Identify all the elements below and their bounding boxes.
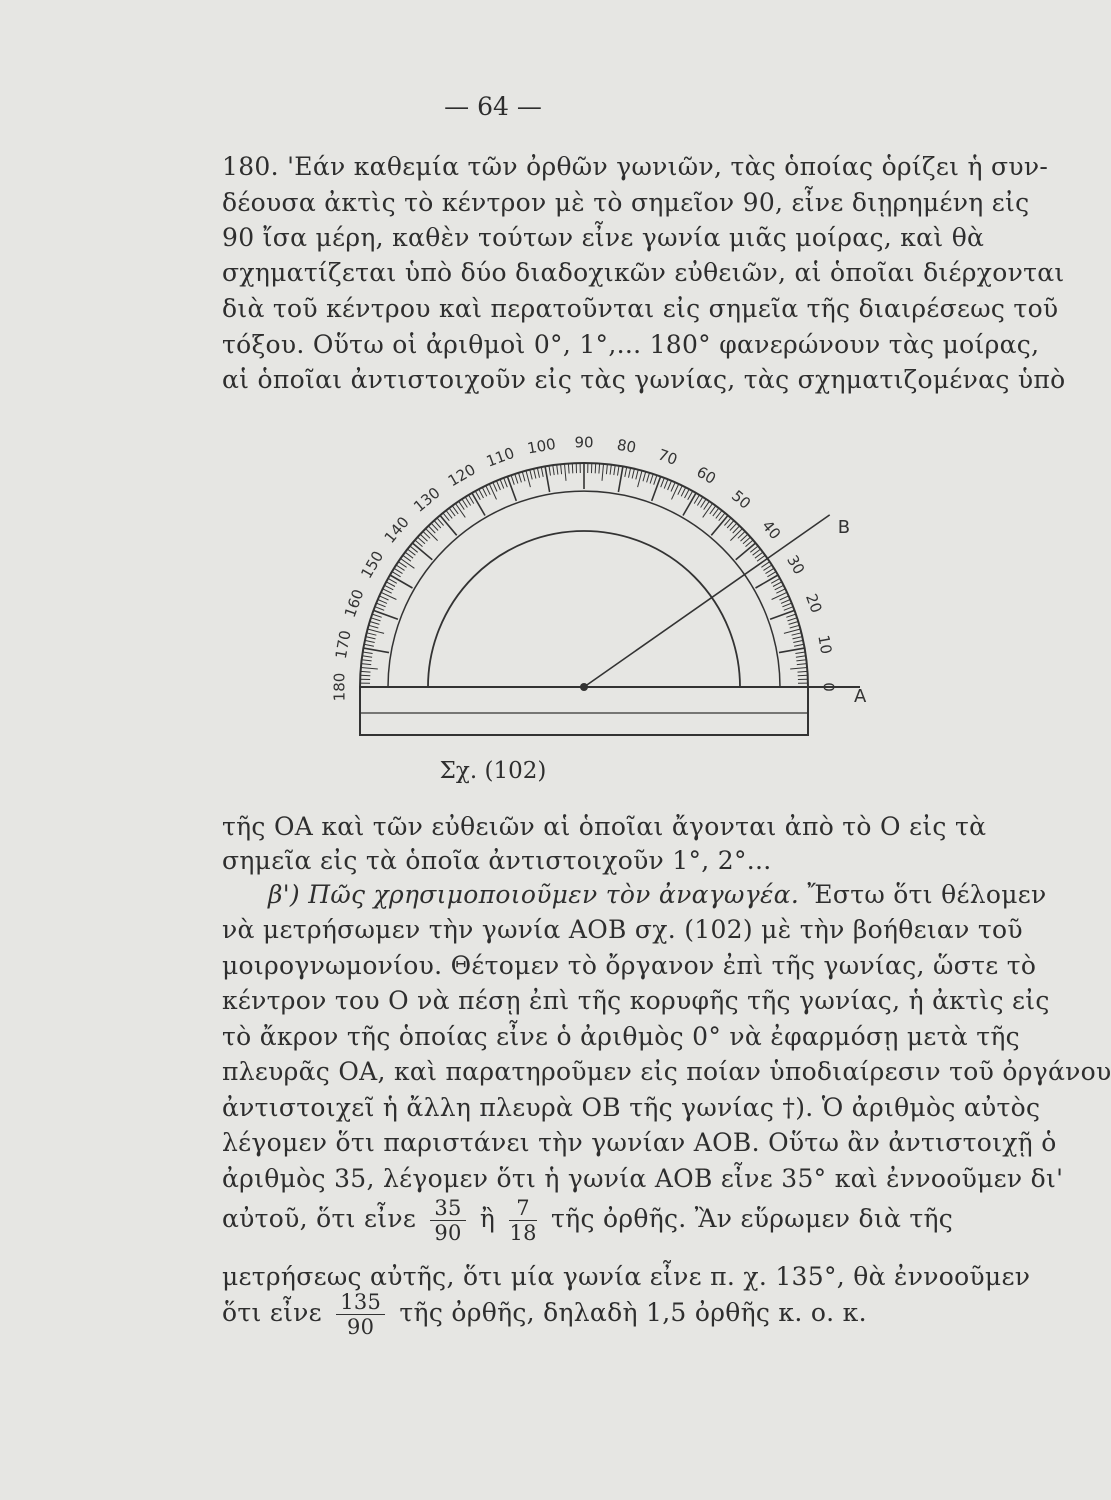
scale-tick: [388, 578, 397, 583]
scale-tick: [369, 625, 379, 628]
page-number: — 64 —: [444, 92, 542, 121]
fraction-numerator: 135: [336, 1290, 385, 1315]
scale-tick: [497, 481, 501, 490]
text-line-with-fractions: [222, 1196, 953, 1245]
text-line: νὰ μετρήσωμεν τὴν γωνία ΑΟΒ σχ. (102) μὲ τὴν βοήθειαν τοῦ: [222, 915, 1023, 944]
scale-tick: [794, 644, 804, 646]
scale-label: 30: [783, 551, 809, 578]
text-line: διὰ τοῦ κέντρου καὶ περατοῦνται εἰς σημεῖα τῆς διαιρέσεως τοῦ: [222, 294, 1059, 323]
scale-tick: [500, 479, 504, 488]
scale-tick: [776, 589, 785, 593]
scale-tick: [618, 466, 623, 492]
scale-tick: [688, 491, 693, 500]
text-line: τῆς ΟΑ καὶ τῶν εὐθειῶν αἱ ὁποῖαι ἄγονται ἀπὸ τὸ Ο εἰς τὰ: [222, 812, 987, 841]
scale-tick: [786, 614, 796, 617]
scale-tick: [378, 600, 387, 604]
scale-tick: [363, 652, 373, 654]
scale-tick: [361, 668, 378, 670]
label-point-A: A: [854, 686, 867, 707]
scale-tick: [678, 486, 682, 495]
scale-tick: [668, 481, 672, 490]
scale-tick: [511, 475, 514, 485]
scale-label: 120: [444, 460, 479, 491]
scale-tick: [462, 499, 467, 507]
scale-label: 150: [357, 547, 388, 582]
scale-label: 100: [525, 434, 558, 458]
scale-tick: [773, 582, 782, 587]
scale-tick: [394, 568, 403, 573]
scale-tick: [519, 473, 522, 483]
text-line: ἀριθμὸς 35, λέγομεν ὅτι ἡ γωνία ΑΟΒ εἶνε 35° καὶ ἐννοοῦμεν δι': [222, 1164, 1064, 1193]
text-line: δέουσα ἀκτὶς τὸ κέντρον μὲ τὸ σημεῖον 90, εἶνε διῃρημένη εἰς: [222, 188, 1030, 217]
scale-tick: [647, 473, 650, 483]
scale-tick: [504, 478, 508, 487]
scale-tick: [362, 656, 372, 657]
scale-tick: [781, 600, 790, 604]
section-heading-beta: β') Πῶς χρησιμοποιοῦμεν τὸν ἀναγωγέα.: [268, 880, 800, 909]
scale-tick: [412, 543, 432, 560]
scale-tick: [366, 637, 376, 639]
scale-tick: [572, 463, 573, 473]
scale-tick: [371, 618, 381, 621]
text-run: τῆς ὀρθῆς. Ἂν εὕρωμεν διὰ τῆς: [551, 1204, 954, 1233]
scale-tick: [401, 559, 415, 569]
scale-tick: [798, 675, 808, 676]
text-line: σχηματίζεται ὑπὸ δύο διαδοχικῶν εὐθειῶν, αἱ ὁποῖαι διέρχονται: [222, 258, 1065, 287]
scale-tick: [545, 466, 550, 492]
scale-tick: [784, 629, 801, 633]
scale-tick: [790, 625, 800, 628]
protractor-base: [360, 687, 808, 735]
fraction-denominator: 18: [509, 1221, 537, 1245]
fraction-numerator: 7: [509, 1196, 536, 1221]
scale-tick: [379, 596, 388, 600]
scale-tick: [629, 468, 631, 478]
scale-tick: [671, 482, 675, 491]
scale-tick: [654, 475, 657, 485]
scale-tick: [795, 652, 805, 654]
text-line: μετρήσεως αὐτῆς, ὅτι μία γωνία εἶνε π. χ. 135°, θὰ ἐννοοῦμεν: [222, 1262, 1031, 1291]
text-line: ἀντιστοιχεῖ ἡ ἄλλη πλευρὰ ΟΒ τῆς γωνίας †). Ὁ ἀριθμὸς αὐτὸς: [222, 1093, 1041, 1122]
protractor-inner-arc: [388, 491, 780, 687]
scale-tick: [782, 603, 791, 607]
label-point-B: B: [837, 516, 851, 538]
scale-tick: [770, 610, 794, 619]
fraction-135-90: [336, 1290, 385, 1339]
fraction-numerator: 35: [430, 1196, 465, 1221]
scale-tick: [549, 466, 551, 476]
scale-tick: [766, 568, 775, 573]
scale-tick: [697, 497, 702, 506]
scale-label: 160: [340, 586, 368, 620]
scale-tick: [685, 489, 690, 498]
text-line: τόξου. Οὕτω οἱ ἀριθμοὶ 0°, 1°,... 180° φανερώνουν τὰς μοίρας,: [222, 330, 1040, 359]
scale-label: 0: [819, 682, 838, 692]
scale-tick: [530, 470, 532, 480]
scale-label: 40: [758, 516, 785, 543]
scale-tick: [792, 633, 802, 635]
scale-tick: [780, 596, 789, 600]
scale-tick: [398, 562, 406, 568]
scale-tick: [711, 515, 728, 535]
scale-tick: [381, 592, 396, 599]
scale-tick: [534, 469, 536, 479]
scale-tick: [537, 468, 539, 478]
scale-tick: [465, 497, 470, 506]
text-run: αὐτοῦ, ὅτι εἶνε: [222, 1204, 417, 1233]
scale-tick: [475, 491, 480, 500]
scale-tick: [650, 474, 653, 484]
fraction-denominator: 90: [434, 1221, 462, 1245]
scale-tick: [652, 477, 661, 501]
scale-tick: [595, 463, 596, 473]
scale-tick: [376, 603, 385, 607]
scale-tick: [703, 504, 713, 518]
scale-tick: [361, 671, 371, 672]
scale-tick: [730, 529, 742, 541]
scale-tick: [360, 675, 370, 676]
scale-tick: [664, 479, 668, 488]
scale-tick: [661, 478, 665, 487]
scale-tick: [636, 470, 638, 480]
text-run: ἢ: [479, 1204, 496, 1233]
scale-tick: [363, 648, 389, 653]
text-line: μοιρογνωμονίου. Θέτομεν τὸ ὄργανον ἐπὶ τῆς γωνίας, ὥστε τὸ: [222, 951, 1037, 980]
scale-tick: [526, 471, 530, 488]
scale-tick: [486, 486, 490, 495]
scale-label: 170: [331, 628, 355, 661]
scale-tick: [489, 484, 496, 499]
scale-tick: [383, 589, 392, 593]
text-line: σημεῖα εἰς τὰ ὁποῖα ἀντιστοιχοῦν 1°, 2°...: [222, 846, 772, 875]
scale-tick: [361, 664, 371, 665]
scale-tick: [372, 614, 382, 617]
scale-tick: [790, 668, 807, 670]
scale-tick: [606, 464, 607, 474]
scale-tick: [565, 464, 567, 481]
scale-label: 50: [728, 486, 755, 513]
text-line: πλευρᾶς ΟΑ, καὶ παρατηροῦμεν εἰς ποίαν ὑποδιαίρεσιν τοῦ ὀργάνου: [222, 1057, 1111, 1086]
text-line-with-fraction: [222, 1290, 867, 1339]
scale-tick: [701, 499, 706, 507]
scale-label: 140: [380, 513, 413, 547]
scale-tick: [736, 543, 756, 560]
fraction-7-18: [509, 1196, 536, 1245]
scale-tick: [384, 585, 393, 590]
scale-tick: [426, 529, 438, 541]
scale-label: 80: [615, 435, 638, 457]
scale-tick: [459, 501, 465, 509]
fraction-35-90: [430, 1196, 465, 1245]
scale-tick: [618, 466, 620, 476]
scale-tick: [704, 501, 710, 509]
protractor-center-point-O: [580, 683, 588, 691]
scale-tick: [681, 487, 686, 496]
scale-tick: [764, 565, 772, 570]
scale-tick: [568, 464, 569, 474]
scale-tick: [482, 487, 487, 496]
scale-tick: [788, 618, 798, 621]
text-line: τὸ ἄκρον τῆς ὁποίας εἶνε ὁ ἀριθμὸς 0° νὰ ἐφαρμόσῃ μετὰ τῆς: [222, 1022, 1020, 1051]
scale-tick: [793, 640, 803, 642]
scale-label: 130: [410, 483, 444, 516]
text-line: αἱ ὁποῖαι ἀντιστοιχοῦν εἰς τὰς γωνίας, τὰς σχηματιζομένας ὑπὸ: [222, 365, 1066, 394]
scale-tick: [602, 464, 604, 481]
scale-tick: [515, 474, 518, 484]
protractor-center-arc: [428, 531, 740, 687]
scale-tick: [625, 467, 627, 477]
scale-label: 60: [693, 462, 720, 488]
scale-tick: [632, 469, 634, 479]
scale-tick: [771, 578, 780, 583]
scale-tick: [779, 648, 805, 653]
scale-label: 110: [483, 443, 517, 471]
scale-tick: [672, 484, 679, 499]
scale-tick: [610, 465, 611, 475]
text-run: ὅτι εἶνε: [222, 1298, 322, 1327]
text-line: 180. 'Εάν καθεμία τῶν ὀρθῶν γωνιῶν, τὰς ὁποίας ὁρίζει ἡ συν-: [222, 152, 1049, 181]
scale-tick: [522, 472, 525, 482]
fraction-denominator: 90: [347, 1315, 375, 1339]
scale-tick: [493, 482, 497, 491]
ray-OB: [584, 515, 830, 687]
scale-label: 20: [802, 591, 826, 616]
scale-label: 70: [655, 445, 680, 469]
scale-tick: [541, 467, 543, 477]
scale-tick: [456, 504, 466, 518]
protractor-figure: [320, 430, 900, 750]
scale-tick: [364, 644, 374, 646]
scale-tick: [796, 660, 806, 661]
scale-tick: [638, 471, 642, 488]
scale-tick: [793, 637, 803, 639]
scale-tick: [798, 671, 808, 672]
scale-tick: [557, 465, 558, 475]
figure-caption: Σχ. (102): [439, 758, 547, 784]
scale-tick: [362, 660, 372, 661]
scale-tick: [396, 565, 404, 570]
scale-label: 10: [814, 633, 836, 656]
scale-tick: [440, 515, 457, 535]
scale-label: 90: [574, 433, 594, 452]
text-run: Ἔστω ὅτι θέλομεν: [807, 880, 1047, 909]
scale-tick: [553, 465, 554, 475]
scale-tick: [797, 664, 807, 665]
scale-tick: [367, 633, 377, 635]
scale-tick: [599, 464, 600, 474]
scale-tick: [479, 489, 484, 498]
scale-tick: [374, 610, 398, 619]
text-line: κέντρον του Ο νὰ πέσῃ ἐπὶ τῆς κορυφῆς τῆς γωνίας, ἡ ἀκτὶς εἰς: [222, 986, 1050, 1015]
scale-tick: [370, 622, 380, 625]
scale-label: 180: [330, 672, 349, 702]
scale-tick: [614, 465, 615, 475]
scale-tick: [561, 464, 562, 474]
text-line: λέγομεν ὅτι παριστάνει τὴν γωνίαν ΑΟΒ. Οὕτω ἂν ἀντιστοιχῇ ὁ: [222, 1128, 1057, 1157]
scale-tick: [784, 607, 793, 611]
scale-tick: [789, 622, 799, 625]
scale-tick: [368, 629, 385, 633]
scale-tick: [796, 656, 806, 657]
scale-tick: [775, 585, 784, 590]
text-line: 90 ἴσα μέρη, καθὲν τούτων εἶνε γωνία μιᾶς μοίρας, καὶ θὰ: [222, 223, 985, 252]
text-line: [268, 880, 1047, 909]
scale-tick: [772, 592, 787, 599]
scale-tick: [375, 607, 384, 611]
scale-tick: [365, 640, 375, 642]
text-run: τῆς ὀρθῆς, δηλαδὴ 1,5 ὀρθῆς κ. ο. κ.: [399, 1298, 867, 1327]
scale-tick: [386, 582, 395, 587]
scale-tick: [643, 472, 646, 482]
scale-tick: [507, 477, 516, 501]
